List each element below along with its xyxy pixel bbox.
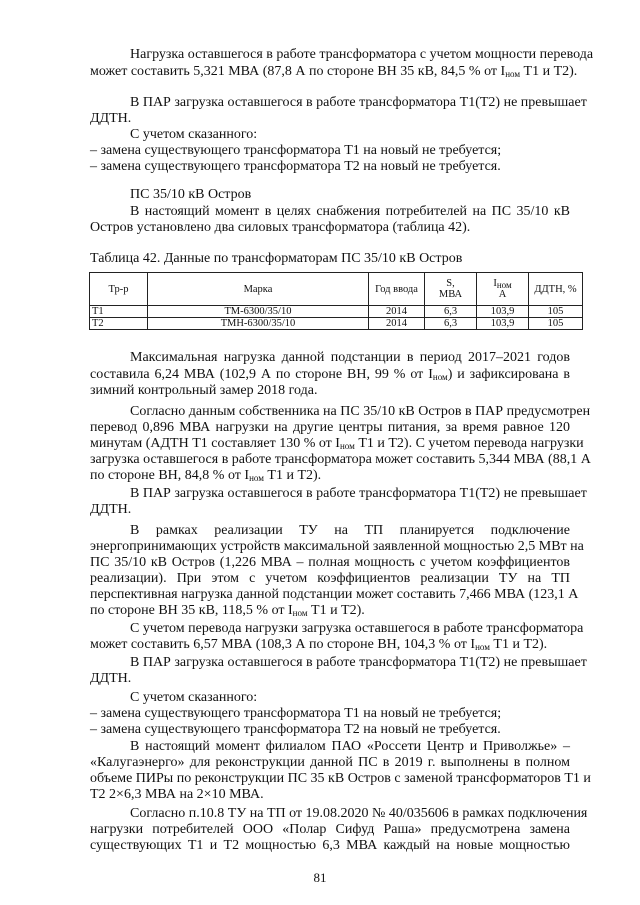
paragraph-line: Нагрузка оставшегося в работе трансформатора с учетом мощности перевода [130,47,594,62]
col-header-i: $I_{ном}$ А [477,273,529,306]
table-header-row [90,273,583,306]
col-header-s: S, МВА [425,273,477,306]
paragraph-line: ПС 35/10 кВ Остров (1,226 МВА – полная мощность с учетом коэффициентов [90,555,570,570]
paragraph-line: В настоящий момент в целях снабжения потребителей на ПС 35/10 кВ [130,204,570,219]
paragraph-line: ДДТН. [90,502,132,517]
table-row: Т2 ТМН-6300/35/10 2014 6,3 103,9 105 [90,318,583,330]
table-caption: Таблица 42. Данные по трансформаторам ПС 35/10 кВ Остров [90,251,463,266]
list-item: – замена существующего трансформатора Т1 на новый не требуется; [90,143,502,158]
paragraph-line: В ПАР загрузка оставшегося в работе трансформатора Т1(Т2) не превышает [130,655,587,670]
col-header-god: Год ввода [369,273,425,306]
paragraph-line: В рамках реализации ТУ на ТП планируется подключение [130,523,570,538]
paragraph-line: «Калугаэнерго» для реконструкции данной ПС в 2019 г. выполнены в полном [90,755,570,770]
list-item: – замена существующего трансформатора Т2 на новый не требуется. [90,159,501,174]
paragraph-line: реализации). При этом с учетом коэффициентов реализации ТУ на ТП [90,571,570,586]
col-header-ddtn: ДДТН, % [529,273,583,306]
paragraph-line: составила 6,24 МВА (102,9 А по стороне ВН, 99 % от $I_{ном}$) и зафиксирована в [90,367,571,382]
col-header-marka: Марка [148,273,369,306]
page-number: 81 [313,870,327,885]
paragraph-line: по стороне ВН 35 кВ, 118,5 % от $I_{ном}$ Т1 и Т2). [90,603,365,618]
paragraph-line: может составить 5,321 МВА (87,8 А по стороне ВН 35 кВ, 84,5 % от $I_{ном}$ Т1 и Т2). [90,64,578,79]
table-row: Т1 ТМ-6300/35/10 2014 6,3 103,9 105 [90,306,583,318]
paragraph-line: С учетом перевода нагрузки загрузка оставшегося в работе трансформатора [130,621,584,636]
paragraph-line: минутам (АДТН Т1 составляет 130 % от $I_{ном}$ Т1 и Т2). С учетом перевода нагрузки [90,436,584,451]
paragraph-line: зимний контрольный замер 2018 года. [90,383,318,398]
paragraph-line: энергопринимающих устройств максимальной заявленной мощностью 2,5 МВт на [90,539,584,554]
paragraph-line: Остров установлено два силовых трансформатора (таблица 42). [90,220,471,235]
paragraph-line: перспективная нагрузка данной подстанции может составить 7,466 МВА (123,1 А [90,587,579,602]
paragraph-line: Т2 2×6,3 МВА на 2×10 МВА. [90,787,264,802]
paragraph-line: Согласно данным собственника на ПС 35/10 кВ Остров в ПАР предусмотрен [130,404,591,419]
paragraph-line: Согласно п.10.8 ТУ на ТП от 19.08.2020 № 40/035606 в рамках подключения [130,806,588,821]
paragraph-line: существующих Т1 и Т2 мощностью 6,3 МВА каждый на новые мощностью [90,838,570,853]
paragraph-line: С учетом сказанного: [130,690,258,705]
paragraph-line: может составить 6,57 МВА (108,3 А по стороне ВН, 104,3 % от $I_{ном}$ Т1 и Т2). [90,637,548,652]
paragraph-line: ДДТН. [90,671,132,686]
paragraph-line: В ПАР загрузка оставшегося в работе трансформатора Т1(Т2) не превышает [130,95,587,110]
paragraph-line: С учетом сказанного: [130,127,258,142]
section-heading: ПС 35/10 кВ Остров [130,187,252,202]
paragraph-line: объеме ПИРы по реконструкции ПС 35 кВ Остров с заменой трансформаторов Т1 и [90,771,591,786]
paragraph-line: В ПАР загрузка оставшегося в работе трансформатора Т1(Т2) не превышает [130,486,587,501]
paragraph-line: перевод 0,896 МВА нагрузки на другие центры питания, за время равное 120 [90,420,570,435]
list-item: – замена существующего трансформатора Т1 на новый не требуется; [90,706,502,721]
list-item: – замена существующего трансформатора Т2 на новый не требуется. [90,722,501,737]
col-header-tr: Тр-р [90,273,148,306]
paragraph-line: по стороне ВН, 84,8 % от $I_{ном}$ Т1 и Т2). [90,468,322,483]
paragraph-line: В настоящий момент филиалом ПАО «Россети Центр и Приволжье» – [130,739,570,754]
paragraph-line: ДДТН. [90,111,132,126]
paragraph-line: Максимальная нагрузка данной подстанции в период 2017–2021 годов [130,350,570,365]
paragraph-line: загрузка оставшегося в работе трансформатора может составить 5,344 МВА (88,1 А [90,452,591,467]
transformer-table [89,272,583,330]
paragraph-line: нагрузки потребителей ООО «Полар Сифуд Раша» предусмотрена замена [90,822,570,837]
